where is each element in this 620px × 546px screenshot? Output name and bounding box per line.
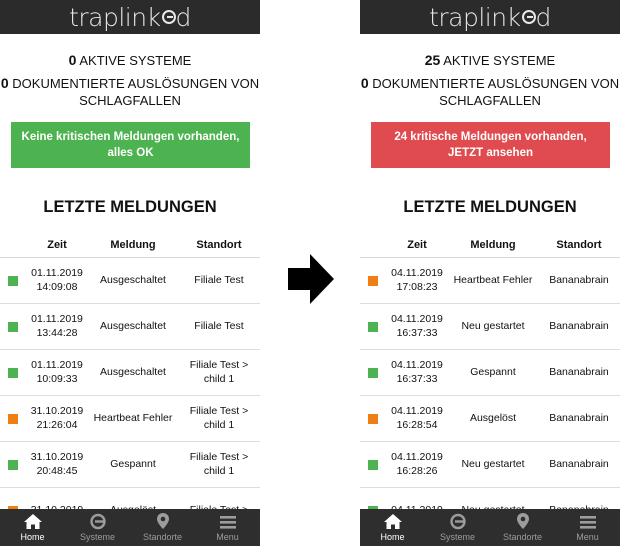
nav-standorte[interactable]: Standorte xyxy=(130,509,195,546)
cell-time: 04.11.2019 17:08:23 xyxy=(391,267,443,293)
status-banner[interactable]: 24 kritische Meldungen vorhanden, JETZT ansehen xyxy=(371,122,610,168)
traplinked-logo: traplink d xyxy=(429,2,551,32)
hamburger-menu-icon xyxy=(579,514,597,532)
cell-location: Filiale Test xyxy=(194,319,244,332)
cell-location: Filiale Test > child 1 xyxy=(189,451,249,477)
cell-message: Heartbeat Fehler xyxy=(93,411,173,424)
active-systems-stat: 25 AKTIVE SYSTEME xyxy=(424,52,556,68)
status-indicator xyxy=(8,414,18,424)
table-row[interactable] xyxy=(0,442,260,488)
cell-time: 31.10.2019 20:48:45 xyxy=(30,451,84,477)
cell-time: 01.11.2019 10:09:33 xyxy=(31,359,83,385)
cell-message: Ausgeschaltet xyxy=(100,319,166,332)
logo-mark-icon xyxy=(522,10,536,24)
status-indicator xyxy=(368,368,378,378)
column-time: Zeit xyxy=(407,238,427,251)
home-icon xyxy=(23,513,43,532)
screen-before xyxy=(0,0,260,546)
table-row[interactable] xyxy=(360,304,620,350)
status-indicator xyxy=(368,322,378,332)
app-header xyxy=(0,0,260,34)
column-message: Meldung xyxy=(110,238,156,251)
nav-menu[interactable]: Menu xyxy=(555,509,620,546)
cell-location: Bananabrain xyxy=(549,457,609,470)
logo-mark-icon xyxy=(162,10,176,24)
home-icon xyxy=(383,513,403,532)
table-row[interactable] xyxy=(0,258,260,304)
cell-time: 31.10.2019 21:26:04 xyxy=(30,405,84,431)
hamburger-menu-icon xyxy=(219,514,237,532)
status-indicator xyxy=(368,276,378,286)
systeme-logo-icon xyxy=(449,513,467,532)
column-location: Standort xyxy=(556,238,602,251)
table-row[interactable] xyxy=(360,350,620,396)
status-indicator xyxy=(8,368,18,378)
cell-time: 04.11.2019 16:37:33 xyxy=(391,313,443,339)
status-indicator xyxy=(8,460,18,470)
traplinked-logo: traplink d xyxy=(69,2,191,32)
cell-message: Neu gestartet xyxy=(461,457,525,470)
status-indicator xyxy=(8,322,18,332)
status-indicator xyxy=(8,276,18,286)
bottom-navigation xyxy=(360,509,620,546)
table-body xyxy=(360,258,620,534)
section-title: LETZTE MELDUNGEN xyxy=(403,198,577,216)
cell-location: Bananabrain xyxy=(549,411,609,424)
app-header xyxy=(360,0,620,34)
cell-time: 04.11.2019 16:28:54 xyxy=(391,405,443,431)
nav-systeme[interactable]: Systeme xyxy=(425,509,490,546)
cell-message: Ausgelöst xyxy=(469,411,517,424)
messages-table xyxy=(0,232,260,534)
nav-standorte[interactable]: Standorte xyxy=(490,509,555,546)
stats-summary xyxy=(360,52,620,115)
screen-after xyxy=(360,0,620,546)
cell-location: Bananabrain xyxy=(549,273,609,286)
systeme-logo-icon xyxy=(89,513,107,532)
table-row[interactable] xyxy=(0,396,260,442)
triggers-stat: 0 DOKUMENTIERTE AUSLÖSUNGEN VON SCHLAGFALLEN xyxy=(360,75,620,108)
table-row[interactable] xyxy=(360,396,620,442)
cell-message: Ausgeschaltet xyxy=(100,365,166,378)
nav-systeme[interactable]: Systeme xyxy=(65,509,130,546)
cell-location: Bananabrain xyxy=(549,319,609,332)
status-indicator xyxy=(368,460,378,470)
map-pin-icon xyxy=(156,512,170,532)
nav-home[interactable]: Home xyxy=(360,509,425,546)
cell-message: Gespannt xyxy=(470,365,516,378)
table-header xyxy=(360,232,620,258)
column-message: Meldung xyxy=(470,238,516,251)
map-pin-icon xyxy=(516,512,530,532)
active-systems-stat: 0 AKTIVE SYSTEME xyxy=(68,52,192,68)
nav-home[interactable]: Home xyxy=(0,509,65,546)
cell-location: Filiale Test > child 1 xyxy=(189,405,249,431)
cell-message: Ausgeschaltet xyxy=(100,273,166,286)
cell-message: Neu gestartet xyxy=(461,319,525,332)
table-body xyxy=(0,258,260,534)
status-indicator xyxy=(368,414,378,424)
cell-message: Heartbeat Fehler xyxy=(453,273,533,286)
table-row[interactable] xyxy=(360,442,620,488)
table-row[interactable] xyxy=(0,350,260,396)
status-banner[interactable]: Keine kritischen Meldungen vorhanden, alles OK xyxy=(11,122,250,168)
table-row[interactable] xyxy=(360,258,620,304)
column-time: Zeit xyxy=(47,238,67,251)
stats-summary xyxy=(0,52,260,115)
messages-table xyxy=(360,232,620,534)
cell-time: 04.11.2019 16:28:26 xyxy=(391,451,443,477)
triggers-stat: 0 DOKUMENTIERTE AUSLÖSUNGEN VON SCHLAGFALLEN xyxy=(0,75,260,108)
table-header xyxy=(0,232,260,258)
cell-location: Bananabrain xyxy=(549,365,609,378)
nav-menu[interactable]: Menu xyxy=(195,509,260,546)
bottom-navigation xyxy=(0,509,260,546)
column-location: Standort xyxy=(196,238,242,251)
arrow-right-icon xyxy=(288,254,334,304)
cell-location: Filiale Test xyxy=(194,273,244,286)
cell-time: 04.11.2019 16:37:33 xyxy=(391,359,443,385)
section-title: LETZTE MELDUNGEN xyxy=(43,198,217,216)
cell-time: 01.11.2019 13:44:28 xyxy=(31,313,83,339)
cell-location: Filiale Test > child 1 xyxy=(189,359,249,385)
table-row[interactable] xyxy=(0,304,260,350)
cell-message: Gespannt xyxy=(110,457,156,470)
cell-time: 01.11.2019 14:09:08 xyxy=(31,267,83,293)
